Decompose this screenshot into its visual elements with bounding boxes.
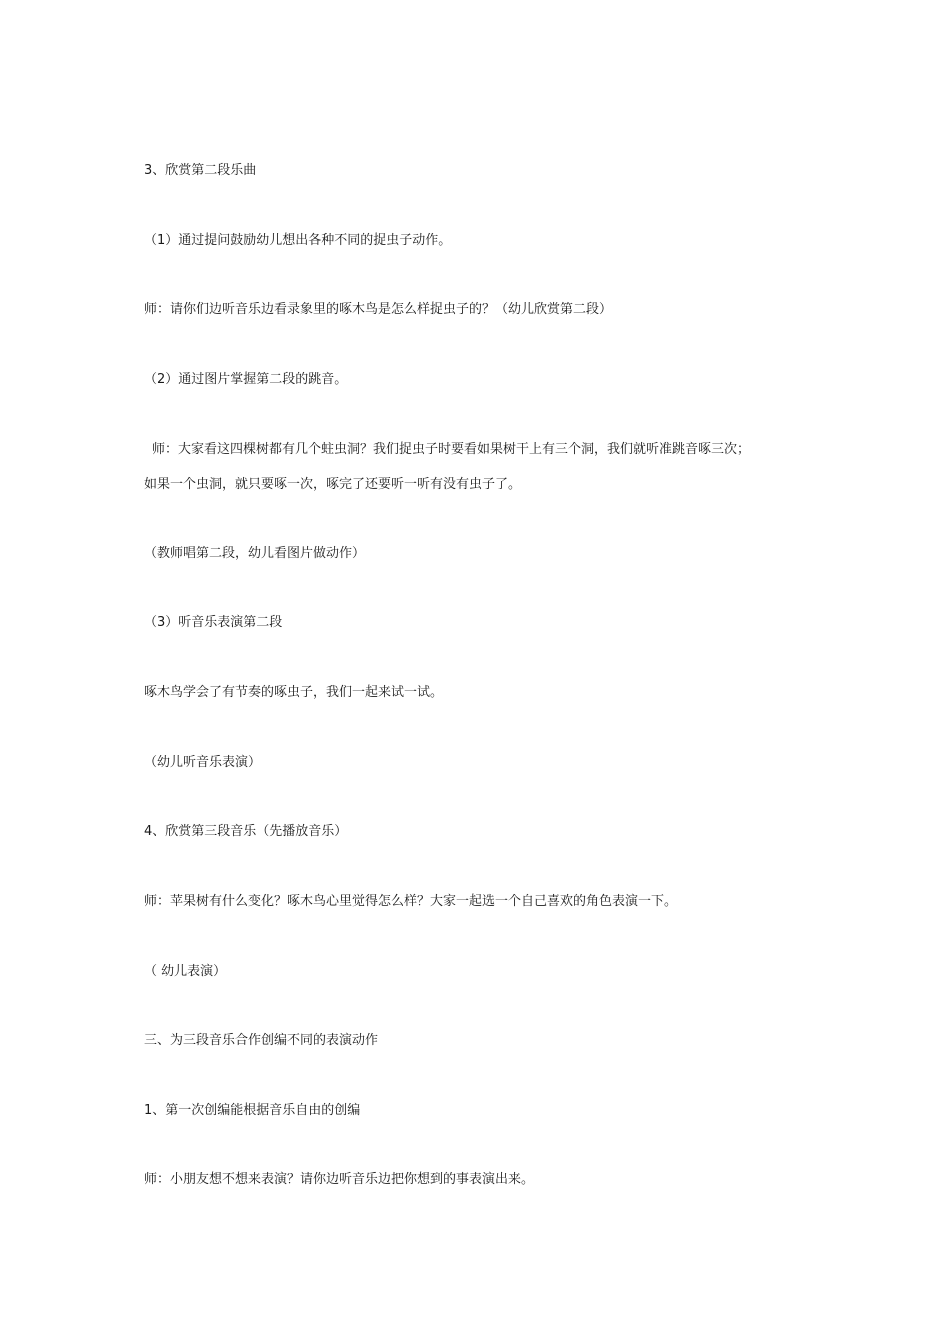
paragraph-teacher-apple-tree: 师：苹果树有什么变化？啄木鸟心里觉得怎么样？大家一起选一个自己喜欢的角色表演一下。 — [144, 894, 678, 909]
paragraph-woodpecker-learned: 啄木鸟学会了有节奏的啄虫子，我们一起来试一试。 — [144, 685, 444, 700]
section-heading-first-creation: 1、第一次创编能根据音乐自由的创编 — [144, 1103, 361, 1118]
paragraph-step-1: （1）通过提问鼓励幼儿想出各种不同的捉虫子动作。 — [144, 233, 452, 248]
paragraph-children-perform: （幼儿听音乐表演） — [144, 755, 262, 770]
section-heading-appreciate-second-part: 3、欣赏第二段乐曲 — [144, 163, 257, 178]
section-heading-part-three: 三、为三段音乐合作创编不同的表演动作 — [144, 1033, 379, 1048]
paragraph-children-act: （ 幼儿表演） — [144, 964, 227, 979]
paragraph-teacher-trees: 师：大家看这四棵树都有几个蛀虫洞？我们捉虫子时要看如果树干上有三个洞，我们就听准跳音啄三次； — [152, 442, 751, 457]
paragraph-teacher-sings: （教师唱第二段，幼儿看图片做动作） — [144, 546, 366, 561]
paragraph-step-3: （3）听音乐表演第二段 — [144, 615, 283, 630]
paragraph-step-2: （2）通过图片掌握第二段的跳音。 — [144, 372, 348, 387]
paragraph-teacher-question: 师：请你们边听音乐边看录象里的啄木鸟是怎么样捉虫子的？（幼儿欣赏第二段） — [144, 302, 613, 317]
paragraph-teacher-invite: 师：小朋友想不想来表演？请你边听音乐边把你想到的事表演出来。 — [144, 1172, 535, 1187]
section-heading-appreciate-third-part: 4、欣赏第三段音乐（先播放音乐） — [144, 824, 348, 839]
paragraph-teacher-trees-continued: 如果一个虫洞，就只要啄一次，啄完了还要听一听有没有虫子了。 — [144, 477, 522, 492]
